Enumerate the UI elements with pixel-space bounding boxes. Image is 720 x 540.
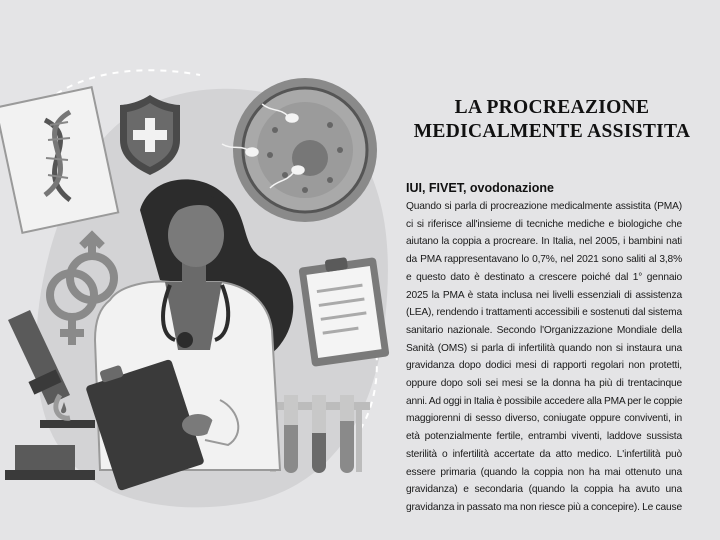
body-line: 2025 la PMA è stata inclusa nei livelli essenziali di assistenza (406, 289, 682, 301)
body-line: gravidanza in passato ma non riesce più a concepire). Le cause (406, 501, 682, 513)
body-line: oppure dopo soli sei mesi se la donna ha più di trentacinque (406, 378, 682, 390)
dna-card-icon (0, 87, 118, 233)
article-title-line: LA PROCREAZIONE (454, 97, 650, 118)
body-line: ci si riferisce all'insieme di tecniche mediche e biologiche che (406, 218, 682, 230)
body-line: maggiorenni di sesso diverso, coniugate oppure conviventi, in (406, 413, 682, 425)
body-line: sanitario nazionale. Secondo l'Organizzazione Mondiale della (406, 324, 682, 336)
body-line: (LEA), rendendo i trattamenti accessibili e sostenuti dal sistema (406, 307, 682, 319)
article-title (402, 96, 702, 144)
article-title-line: MEDICALMENTE ASSISTITA (413, 121, 691, 142)
body-line: sterilità o infertilità accertate da atto medico. L'infertilità può (406, 448, 682, 460)
article-subtitle: IUI, FIVET, ovodonazione (406, 181, 554, 195)
article-body (406, 198, 682, 517)
body-line: Sanità (OMS) si parla di infertilità quando non si instaura una (406, 342, 682, 354)
body-line: da PMA rappresentavano lo 0,7%, nel 2021 sono saliti al 3,8% (406, 254, 682, 266)
body-line: Quando si parla di procreazione medicalmente assistita (PMA) (406, 201, 682, 212)
body-line: essere primaria (quando la coppia non ha mai ottenuto una (406, 466, 682, 478)
body-line: gravidanza) e secondaria (quando la coppia ha avuto una (406, 484, 682, 496)
body-line: aiutano la coppia a procreare. In Italia, nel 2005, i bambini nati (406, 236, 682, 248)
body-line: e questo dato è destinato a crescere poiché dal 1° gennaio (406, 271, 682, 283)
body-line: gravidanza dopo dodici mesi di rapporti regolari non protetti, (406, 360, 682, 372)
clipboard-icon (298, 257, 389, 367)
body-line: anni. Ad oggi in Italia è possibile accedere alla PMA per le coppie (406, 395, 683, 407)
body-line: età potenzialmente fertile, entrambi viventi, laddove sussista (406, 431, 682, 443)
